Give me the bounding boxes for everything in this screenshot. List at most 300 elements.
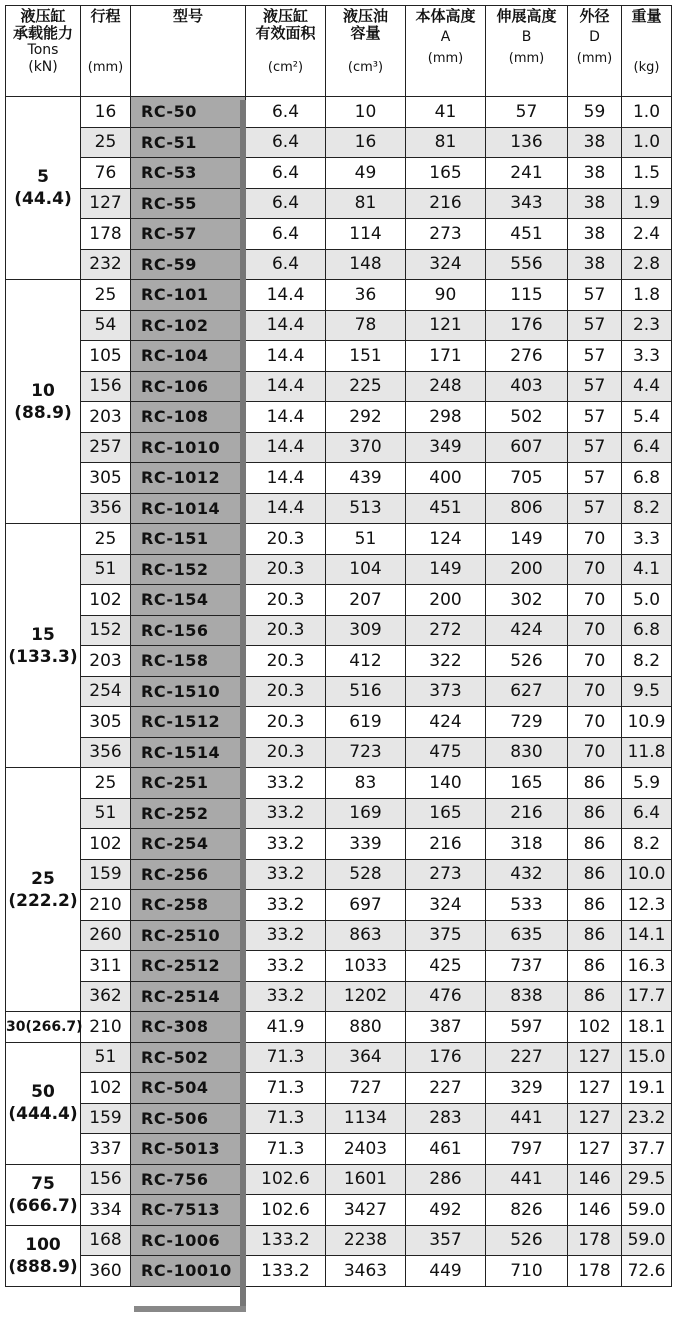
body-height-cell: 425: [406, 951, 486, 982]
header-capacity-l4: (kN): [28, 59, 58, 75]
outer-diameter-cell: 38: [568, 219, 622, 250]
capacity-cell: [6, 280, 81, 524]
table-row: [6, 646, 672, 677]
header-model-l1: 型号: [172, 7, 203, 25]
outer-diameter-cell: 38: [568, 188, 622, 219]
extended-height-cell: 329: [486, 1073, 568, 1104]
header-area-l2: 有效面积: [255, 24, 316, 42]
weight-cell: 6.4: [622, 798, 672, 829]
body-height-cell: 324: [406, 249, 486, 280]
stroke-cell: 356: [81, 493, 131, 524]
area-cell: 133.2: [246, 1225, 326, 1256]
outer-diameter-cell: 57: [568, 310, 622, 341]
oil-capacity-cell: 169: [326, 798, 406, 829]
header-extended-height-l1: 伸展高度: [496, 7, 557, 25]
outer-diameter-cell: 70: [568, 524, 622, 555]
header-capacity-l3: Tons: [27, 42, 59, 58]
stroke-cell: 51: [81, 1042, 131, 1073]
area-cell: 6.4: [246, 158, 326, 189]
table-row: [6, 280, 672, 311]
weight-cell: 10.0: [622, 859, 672, 890]
oil-capacity-cell: 863: [326, 920, 406, 951]
stroke-cell: 156: [81, 371, 131, 402]
stroke-cell: 257: [81, 432, 131, 463]
area-cell: 14.4: [246, 341, 326, 372]
area-cell: 14.4: [246, 280, 326, 311]
header-body-height-unit: (mm): [427, 51, 464, 66]
outer-diameter-cell: 86: [568, 768, 622, 799]
capacity-kn: (88.9): [14, 402, 72, 423]
weight-cell: 17.7: [622, 981, 672, 1012]
outer-diameter-cell: 38: [568, 127, 622, 158]
body-height-cell: 322: [406, 646, 486, 677]
capacity-kn: (44.4): [14, 189, 72, 209]
oil-capacity-cell: 1033: [326, 951, 406, 982]
oil-capacity-cell: 151: [326, 341, 406, 372]
oil-capacity-cell: 10: [326, 97, 406, 128]
outer-diameter-cell: 70: [568, 707, 622, 738]
capacity-kn: (133.3): [8, 646, 78, 667]
model-cell: RC-101: [131, 280, 246, 311]
extended-height-cell: 432: [486, 859, 568, 890]
model-cell: RC-308: [131, 1012, 246, 1043]
header-area-l1: 液压缸: [262, 7, 308, 25]
table-row: [6, 341, 672, 372]
outer-diameter-cell: 57: [568, 280, 622, 311]
extended-height-cell: 729: [486, 707, 568, 738]
body-height-cell: 41: [406, 97, 486, 128]
table-row: [6, 1012, 672, 1043]
extended-height-cell: 318: [486, 829, 568, 860]
body-height-cell: 449: [406, 1256, 486, 1287]
area-cell: 20.3: [246, 737, 326, 768]
model-cell: RC-104: [131, 341, 246, 372]
body-height-cell: 165: [406, 798, 486, 829]
table-row: [6, 524, 672, 555]
outer-diameter-cell: 70: [568, 554, 622, 585]
header-area-unit: (cm²): [267, 60, 304, 75]
area-cell: 20.3: [246, 707, 326, 738]
header-extended-height: [486, 6, 568, 97]
capacity-cell: [6, 524, 81, 768]
outer-diameter-cell: 57: [568, 432, 622, 463]
area-cell: 14.4: [246, 463, 326, 494]
model-cell: RC-506: [131, 1103, 246, 1134]
oil-capacity-cell: 697: [326, 890, 406, 921]
oil-capacity-cell: 292: [326, 402, 406, 433]
oil-capacity-cell: 114: [326, 219, 406, 250]
header-weight-l1: 重量: [631, 7, 662, 25]
spec-table: [5, 5, 672, 1287]
stroke-cell: 102: [81, 829, 131, 860]
area-cell: 6.4: [246, 188, 326, 219]
table-row: [6, 463, 672, 494]
outer-diameter-cell: 59: [568, 97, 622, 128]
extended-height-cell: 526: [486, 646, 568, 677]
table-row: [6, 493, 672, 524]
extended-height-cell: 526: [486, 1225, 568, 1256]
stroke-cell: 54: [81, 310, 131, 341]
model-cell: RC-1012: [131, 463, 246, 494]
outer-diameter-cell: 70: [568, 737, 622, 768]
model-cell: RC-502: [131, 1042, 246, 1073]
oil-capacity-cell: 3463: [326, 1256, 406, 1287]
capacity-cell: [6, 1042, 81, 1164]
header-area: [246, 6, 326, 97]
area-cell: 71.3: [246, 1042, 326, 1073]
body-height-cell: 171: [406, 341, 486, 372]
extended-height-cell: 705: [486, 463, 568, 494]
stroke-cell: 25: [81, 768, 131, 799]
header-body-height-l1: 本体高度: [415, 7, 476, 25]
capacity-kn: (222.2): [8, 890, 78, 911]
outer-diameter-cell: 86: [568, 890, 622, 921]
table-row: [6, 707, 672, 738]
model-cell: RC-154: [131, 585, 246, 616]
area-cell: 20.3: [246, 554, 326, 585]
model-cell: RC-158: [131, 646, 246, 677]
stroke-cell: 51: [81, 798, 131, 829]
extended-height-cell: 200: [486, 554, 568, 585]
table-row: [6, 585, 672, 616]
area-cell: 6.4: [246, 127, 326, 158]
extended-height-cell: 635: [486, 920, 568, 951]
outer-diameter-cell: 57: [568, 402, 622, 433]
weight-cell: 23.2: [622, 1103, 672, 1134]
table-row: [6, 188, 672, 219]
weight-cell: 15.0: [622, 1042, 672, 1073]
model-column-shadow: [240, 100, 246, 1312]
stroke-cell: 168: [81, 1225, 131, 1256]
body-height-cell: 121: [406, 310, 486, 341]
area-cell: 102.6: [246, 1164, 326, 1195]
body-height-cell: 90: [406, 280, 486, 311]
area-cell: 133.2: [246, 1256, 326, 1287]
model-cell: RC-1010: [131, 432, 246, 463]
weight-cell: 4.1: [622, 554, 672, 585]
area-cell: 20.3: [246, 646, 326, 677]
outer-diameter-cell: 86: [568, 859, 622, 890]
model-cell: RC-1014: [131, 493, 246, 524]
model-cell: RC-504: [131, 1073, 246, 1104]
table-row: [6, 798, 672, 829]
weight-cell: 10.9: [622, 707, 672, 738]
body-height-cell: 424: [406, 707, 486, 738]
extended-height-cell: 136: [486, 127, 568, 158]
outer-diameter-cell: 127: [568, 1073, 622, 1104]
oil-capacity-cell: 51: [326, 524, 406, 555]
table-row: [6, 829, 672, 860]
body-height-cell: 216: [406, 829, 486, 860]
stroke-cell: 203: [81, 402, 131, 433]
body-height-cell: 476: [406, 981, 486, 1012]
oil-capacity-cell: 880: [326, 1012, 406, 1043]
header-oil: [326, 6, 406, 97]
table-row: [6, 402, 672, 433]
oil-capacity-cell: 439: [326, 463, 406, 494]
header-extended-height-l2: B: [521, 29, 532, 45]
oil-capacity-cell: 364: [326, 1042, 406, 1073]
weight-cell: 8.2: [622, 829, 672, 860]
model-cell: RC-2512: [131, 951, 246, 982]
model-cell: RC-5013: [131, 1134, 246, 1165]
stroke-cell: 337: [81, 1134, 131, 1165]
table-row: [6, 1195, 672, 1226]
stroke-cell: 356: [81, 737, 131, 768]
oil-capacity-cell: 2403: [326, 1134, 406, 1165]
model-cell: RC-55: [131, 188, 246, 219]
stroke-cell: 254: [81, 676, 131, 707]
extended-height-cell: 441: [486, 1103, 568, 1134]
area-cell: 33.2: [246, 920, 326, 951]
stroke-cell: 311: [81, 951, 131, 982]
header-diameter-l1: 外径: [579, 7, 610, 25]
extended-height-cell: 806: [486, 493, 568, 524]
extended-height-cell: 216: [486, 798, 568, 829]
model-cell: RC-151: [131, 524, 246, 555]
model-cell: RC-252: [131, 798, 246, 829]
outer-diameter-cell: 178: [568, 1225, 622, 1256]
header-diameter: [568, 6, 622, 97]
weight-cell: 14.1: [622, 920, 672, 951]
extended-height-cell: 227: [486, 1042, 568, 1073]
stroke-cell: 334: [81, 1195, 131, 1226]
area-cell: 33.2: [246, 981, 326, 1012]
extended-height-cell: 838: [486, 981, 568, 1012]
stroke-cell: 156: [81, 1164, 131, 1195]
header-oil-l2: 容量: [350, 24, 381, 42]
stroke-cell: 159: [81, 1103, 131, 1134]
capacity-tons: 30(266.7): [6, 1018, 83, 1035]
model-cell: RC-1512: [131, 707, 246, 738]
outer-diameter-cell: 178: [568, 1256, 622, 1287]
weight-cell: 5.4: [622, 402, 672, 433]
table-row: [6, 676, 672, 707]
area-cell: 41.9: [246, 1012, 326, 1043]
extended-height-cell: 710: [486, 1256, 568, 1287]
body-height-cell: 475: [406, 737, 486, 768]
area-cell: 71.3: [246, 1103, 326, 1134]
weight-cell: 37.7: [622, 1134, 672, 1165]
stroke-cell: 159: [81, 859, 131, 890]
oil-capacity-cell: 81: [326, 188, 406, 219]
capacity-tons: 10: [31, 380, 55, 401]
outer-diameter-cell: 70: [568, 646, 622, 677]
table-row: [6, 1164, 672, 1195]
table-row: [6, 920, 672, 951]
body-height-cell: 248: [406, 371, 486, 402]
model-cell: RC-156: [131, 615, 246, 646]
body-height-cell: 124: [406, 524, 486, 555]
outer-diameter-cell: 102: [568, 1012, 622, 1043]
weight-cell: 3.3: [622, 341, 672, 372]
outer-diameter-cell: 86: [568, 829, 622, 860]
stroke-cell: 360: [81, 1256, 131, 1287]
area-cell: 20.3: [246, 585, 326, 616]
body-height-cell: 200: [406, 585, 486, 616]
capacity-tons: 25: [31, 868, 55, 889]
stroke-cell: 203: [81, 646, 131, 677]
weight-cell: 1.0: [622, 97, 672, 128]
oil-capacity-cell: 370: [326, 432, 406, 463]
outer-diameter-cell: 57: [568, 463, 622, 494]
body-height-cell: 176: [406, 1042, 486, 1073]
capacity-kn: (888.9): [8, 1256, 78, 1277]
model-cell: RC-254: [131, 829, 246, 860]
header-diameter-l2: D: [589, 29, 600, 45]
weight-cell: 2.3: [622, 310, 672, 341]
outer-diameter-cell: 38: [568, 158, 622, 189]
area-cell: 6.4: [246, 219, 326, 250]
oil-capacity-cell: 36: [326, 280, 406, 311]
body-height-cell: 149: [406, 554, 486, 585]
outer-diameter-cell: 127: [568, 1134, 622, 1165]
weight-cell: 4.4: [622, 371, 672, 402]
table-row: [6, 981, 672, 1012]
table-row: [6, 158, 672, 189]
area-cell: 14.4: [246, 371, 326, 402]
weight-cell: 59.0: [622, 1225, 672, 1256]
area-cell: 20.3: [246, 615, 326, 646]
stroke-cell: 25: [81, 524, 131, 555]
weight-cell: 1.8: [622, 280, 672, 311]
body-height-cell: 492: [406, 1195, 486, 1226]
body-height-cell: 387: [406, 1012, 486, 1043]
stroke-cell: 305: [81, 707, 131, 738]
extended-height-cell: 826: [486, 1195, 568, 1226]
body-height-cell: 357: [406, 1225, 486, 1256]
stroke-cell: 76: [81, 158, 131, 189]
extended-height-cell: 57: [486, 97, 568, 128]
body-height-cell: 216: [406, 188, 486, 219]
body-height-cell: 373: [406, 676, 486, 707]
stroke-cell: 16: [81, 97, 131, 128]
body-height-cell: 273: [406, 219, 486, 250]
body-height-cell: 298: [406, 402, 486, 433]
body-height-cell: 227: [406, 1073, 486, 1104]
model-cell: RC-256: [131, 859, 246, 890]
area-cell: 33.2: [246, 859, 326, 890]
table-row: [6, 1073, 672, 1104]
extended-height-cell: 502: [486, 402, 568, 433]
header-weight-unit: (kg): [633, 60, 660, 75]
extended-height-cell: 276: [486, 341, 568, 372]
model-cell: RC-2510: [131, 920, 246, 951]
stroke-cell: 51: [81, 554, 131, 585]
stroke-cell: 102: [81, 585, 131, 616]
stroke-cell: 232: [81, 249, 131, 280]
extended-height-cell: 451: [486, 219, 568, 250]
extended-height-cell: 302: [486, 585, 568, 616]
model-cell: RC-50: [131, 97, 246, 128]
model-cell: RC-1510: [131, 676, 246, 707]
outer-diameter-cell: 70: [568, 615, 622, 646]
extended-height-cell: 797: [486, 1134, 568, 1165]
weight-cell: 1.9: [622, 188, 672, 219]
table-row: [6, 890, 672, 921]
stroke-cell: 152: [81, 615, 131, 646]
weight-cell: 8.2: [622, 646, 672, 677]
weight-cell: 11.8: [622, 737, 672, 768]
capacity-kn: (666.7): [8, 1195, 78, 1216]
body-height-cell: 165: [406, 158, 486, 189]
weight-cell: 59.0: [622, 1195, 672, 1226]
table-row: [6, 1225, 672, 1256]
oil-capacity-cell: 1134: [326, 1103, 406, 1134]
table-row: [6, 1134, 672, 1165]
weight-cell: 2.4: [622, 219, 672, 250]
area-cell: 14.4: [246, 432, 326, 463]
weight-cell: 16.3: [622, 951, 672, 982]
body-height-cell: 140: [406, 768, 486, 799]
oil-capacity-cell: 2238: [326, 1225, 406, 1256]
oil-capacity-cell: 513: [326, 493, 406, 524]
body-height-cell: 81: [406, 127, 486, 158]
capacity-cell: [6, 1012, 81, 1043]
body-height-cell: 375: [406, 920, 486, 951]
oil-capacity-cell: 49: [326, 158, 406, 189]
area-cell: 14.4: [246, 402, 326, 433]
header-diameter-unit: (mm): [576, 51, 613, 66]
area-cell: 71.3: [246, 1134, 326, 1165]
model-cell: RC-258: [131, 890, 246, 921]
header-row: [6, 6, 672, 97]
header-body-height: [406, 6, 486, 97]
oil-capacity-cell: 723: [326, 737, 406, 768]
body-height-cell: 286: [406, 1164, 486, 1195]
weight-cell: 2.8: [622, 249, 672, 280]
model-cell: RC-1514: [131, 737, 246, 768]
body-height-cell: 324: [406, 890, 486, 921]
outer-diameter-cell: 86: [568, 981, 622, 1012]
model-cell: RC-2514: [131, 981, 246, 1012]
oil-capacity-cell: 339: [326, 829, 406, 860]
model-column-shadow-bottom: [134, 1306, 246, 1312]
header-stroke-l1: 行程: [90, 7, 121, 25]
area-cell: 20.3: [246, 524, 326, 555]
weight-cell: 6.8: [622, 463, 672, 494]
stroke-cell: 25: [81, 280, 131, 311]
header-extended-height-unit: (mm): [508, 51, 545, 66]
weight-cell: 72.6: [622, 1256, 672, 1287]
stroke-cell: 127: [81, 188, 131, 219]
body-height-cell: 349: [406, 432, 486, 463]
header-oil-unit: (cm³): [347, 60, 384, 75]
area-cell: 20.3: [246, 676, 326, 707]
area-cell: 102.6: [246, 1195, 326, 1226]
table-row: [6, 249, 672, 280]
stroke-cell: 105: [81, 341, 131, 372]
stroke-cell: 102: [81, 1073, 131, 1104]
outer-diameter-cell: 146: [568, 1164, 622, 1195]
oil-capacity-cell: 148: [326, 249, 406, 280]
capacity-tons: 5: [37, 167, 49, 187]
weight-cell: 19.1: [622, 1073, 672, 1104]
header-model: [131, 6, 246, 97]
extended-height-cell: 115: [486, 280, 568, 311]
body-height-cell: 451: [406, 493, 486, 524]
extended-height-cell: 597: [486, 1012, 568, 1043]
body-height-cell: 461: [406, 1134, 486, 1165]
oil-capacity-cell: 619: [326, 707, 406, 738]
extended-height-cell: 424: [486, 615, 568, 646]
extended-height-cell: 343: [486, 188, 568, 219]
table-row: [6, 1042, 672, 1073]
model-cell: RC-59: [131, 249, 246, 280]
extended-height-cell: 149: [486, 524, 568, 555]
model-cell: RC-57: [131, 219, 246, 250]
area-cell: 33.2: [246, 798, 326, 829]
